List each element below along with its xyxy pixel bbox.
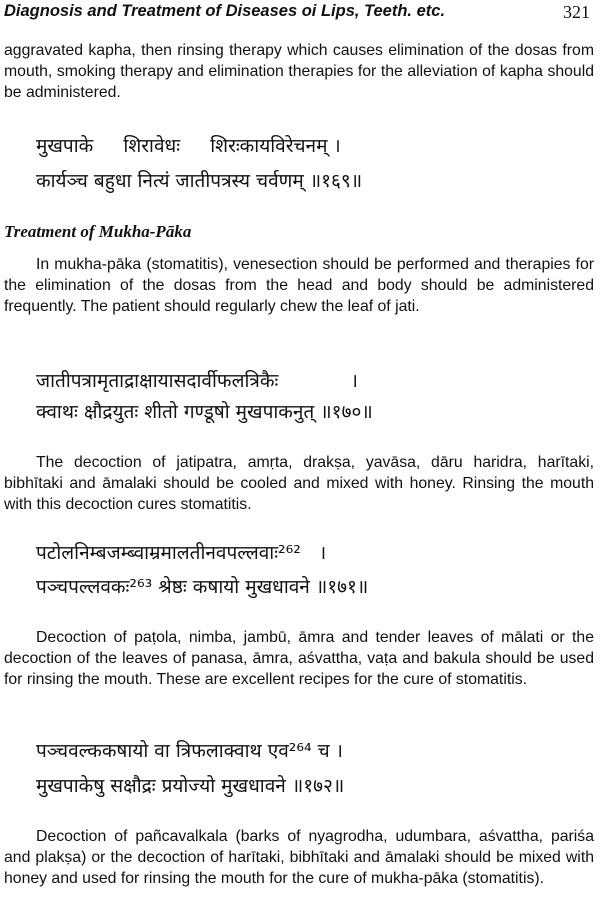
running-header <box>4 2 590 26</box>
paragraph-4 <box>4 627 594 690</box>
verse-172-line-1: पञ्चवल्ककषायो वा त्रिफलाक्वाथ एव²⁶⁴ च । <box>36 740 343 762</box>
paragraph-5-text: Decoction of pañcavalkala (barks of nyagrodha, udumbara, aśvattha, pariśa and plakṣa) or the decoction of harītaki, bibhītaki and āmalaki should be mixed with honey and used for rinsing the mouth for the cure of mukha-pāka (stomatitis). <box>4 828 594 887</box>
verse-171-line-2: पञ्चपल्लवकः²⁶³ श्रेष्ठः कषायो मुखधावने ॥१७१॥ <box>36 576 369 598</box>
page-number: 321 <box>563 2 590 22</box>
verse-171-line-1: पटोलनिम्बजम्ब्वाम्रमालतीनवपल्लवाः²⁶² । <box>36 542 327 564</box>
paragraph-4-text: Decoction of paṭola, nimba, jambū, āmra and tender leaves of mālati or the decoction of the leaves of panasa, āmra, aśvattha, vaṭa and bakula should be used for rinsing the mouth. These are excellent recipes for the cure of stomatitis. <box>4 629 594 688</box>
verse-172-line-2: मुखपाकेषु सक्षौद्रः प्रयोज्यो मुखधावने ॥१७२॥ <box>36 775 345 797</box>
verse-169-line-1: मुखपाके शिरावेधः शिरःकायविरेचनम् । <box>36 135 341 157</box>
verse-170-line-1: जातीपत्रामृताद्राक्षायासदार्वीफलत्रिकैः । <box>36 370 358 392</box>
verse-170-line-2: क्वाथः क्षौद्रयुतः शीतो गण्डूषो मुखपाकनुत् ॥१७०॥ <box>36 401 373 423</box>
paragraph-2-text: In mukha-pāka (stomatitis), venesection should be performed and therapies for the elimination of the dosas from the head and body should be administered frequently. The patient should regularly chew the leaf of jati. <box>4 256 594 315</box>
paragraph-2 <box>4 254 594 317</box>
paragraph-3-text: The decoction of jatipatra, amṛta, drakṣa, yavāsa, dāru haridra, harītaki, bibhītaki and āmalaki should be cooled and mixed with honey. Rinsing the mouth with this decoction cures stomatitis. <box>4 454 594 513</box>
paragraph-3 <box>4 452 594 515</box>
section-heading: Treatment of Mukha-Pāka <box>4 222 192 241</box>
paragraph-5 <box>4 826 594 889</box>
verse-169-line-2: कार्यञ्च बहुधा नित्यं जातीपत्रस्य चर्वणम् ॥१६९॥ <box>36 170 363 192</box>
chapter-title: Diagnosis and Treatment of Diseases oi Lips, Teeth. etc. <box>4 2 446 20</box>
paragraph-1: aggravated kapha, then rinsing therapy which causes elimination of the dosas from mouth, smoking therapy and elimination therapies for the alleviation of kapha should be administered. <box>4 42 594 101</box>
